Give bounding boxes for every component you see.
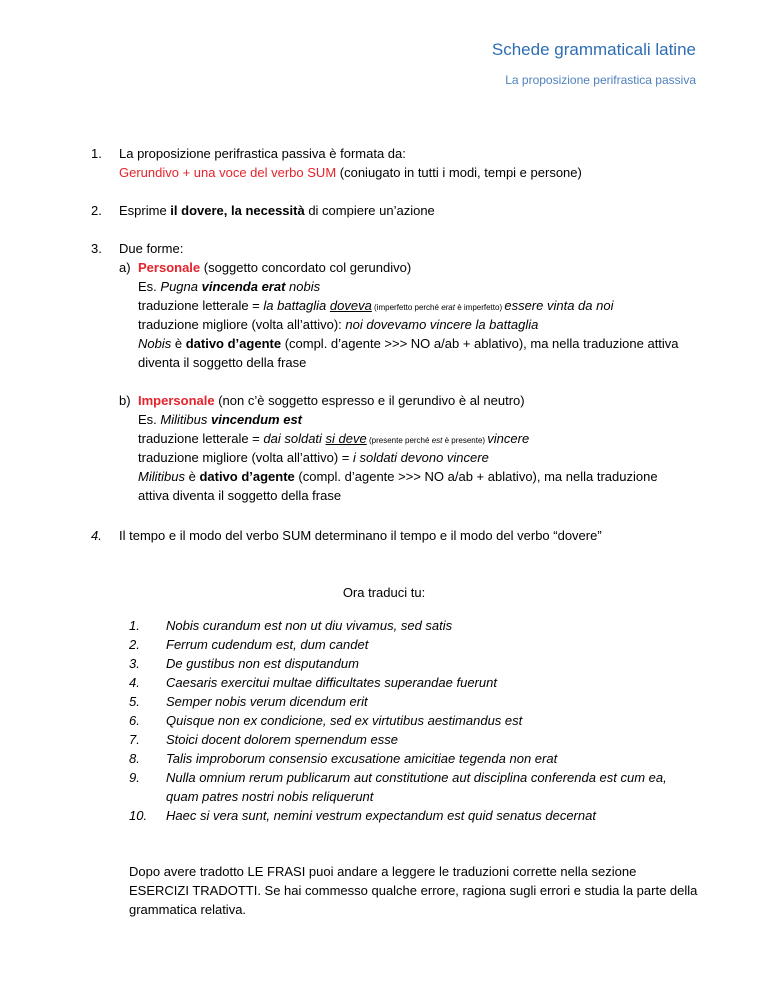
form-a-literal (138, 297, 613, 317)
section-1-line-2 (119, 164, 582, 182)
form-b-example (138, 411, 302, 429)
form-a-lett-i: la battaglia (263, 298, 330, 313)
form-b-literal (138, 430, 529, 450)
form-b-migl-pre: traduzione migliore (volta all’attivo) = (138, 450, 353, 465)
list-item-number: 9. (129, 770, 140, 785)
form-b-lett-i: dai soldati (263, 431, 326, 446)
form-b-lett-small1: (presente perché (366, 436, 432, 445)
form-a-better (138, 316, 538, 334)
list-item: Semper nobis verum dicendum erit (166, 694, 368, 709)
form-a-desc: (soggetto concordato col gerundivo) (200, 260, 412, 275)
form-b-title: Impersonale (138, 393, 215, 408)
list-item: Nulla omnium rerum publicarum aut constitutione aut disciplina conferenda est cum ea, (166, 770, 667, 785)
form-b-dative (138, 468, 658, 486)
list-item: Stoici docent dolorem spernendum esse (166, 732, 398, 747)
form-b-es-i: Militibus (160, 412, 211, 427)
section-3-line-1: Due forme: (119, 241, 184, 256)
form-b-lett-u: si deve (325, 431, 367, 446)
section-1-red-text: Gerundivo + una voce del verbo SUM (119, 165, 337, 180)
form-a-migl-i: noi dovevamo vincere la battaglia (345, 317, 539, 332)
list-item-number: 2. (129, 637, 140, 652)
form-a-es-pre: Es. (138, 279, 161, 294)
section-2-post: di compiere un’azione (304, 203, 435, 218)
form-a-es-bi: vincenda erat (201, 279, 286, 294)
form-a-dative-line-2: diventa il soggetto della frase (138, 355, 307, 370)
form-b-migl-i: i soldati devono vincere (352, 450, 489, 465)
list-item-number: 10. (129, 808, 148, 823)
header-subtitle: La proposizione perifrastica passiva (505, 73, 696, 87)
form-a-lett-small-i: erat (441, 303, 455, 312)
list-item: Haec si vera sunt, nemini vestrum expectandum est quid senatus decernat (166, 808, 596, 823)
form-b-lett-small-i: est (431, 436, 443, 445)
form-a-lett-small1: (imperfetto perché (371, 303, 442, 312)
form-a-label: a) (119, 260, 131, 275)
form-b-lett-i2: vincere (487, 431, 530, 446)
list-item-number: 1. (129, 618, 140, 633)
list-item-number: 4. (129, 675, 140, 690)
list-item: Ferrum cudendum est, dum candet (166, 637, 369, 652)
form-b-dative-line-2: attiva diventa il soggetto della frase (138, 488, 342, 503)
form-b-dat-post: (compl. d’agente >>> NO a/ab + ablativo), ma nella traduzione (294, 469, 658, 484)
section-1-number: 1. (91, 146, 102, 161)
form-a-lett-pre: traduzione letterale = (138, 298, 264, 313)
footer-line-1: Dopo avere tradotto LE FRASI puoi andare a leggere le traduzioni corrette nella sezione (129, 864, 637, 879)
form-a-title: Personale (138, 260, 201, 275)
form-b-dat-mid: è (184, 469, 200, 484)
list-item: De gustibus non est disputandum (166, 656, 359, 671)
form-a-migl-pre: traduzione migliore (volta all’attivo): (138, 317, 346, 332)
form-b-title-line (138, 392, 525, 410)
list-item: Quisque non ex condicione, sed ex virtutibus aestimandus est (166, 713, 523, 728)
form-a-example (138, 278, 320, 296)
form-b-desc: (non c’è soggetto espresso e il gerundivo è al neutro) (214, 393, 525, 408)
list-item-number: 3. (129, 656, 140, 671)
list-item: Talis improborum consensio excusatione amicitiae tegenda non erat (166, 751, 558, 766)
form-a-dat-post: (compl. d’agente >>> NO a/ab + ablativo), ma nella traduzione attiva (281, 336, 679, 351)
footer-line-2: ESERCIZI TRADOTTI. Se hai commesso qualche errore, ragiona sugli errori e studia la parte della (129, 883, 698, 898)
list-item-number: 5. (129, 694, 140, 709)
list-item: Nobis curandum est non ut diu vivamus, sed satis (166, 618, 453, 633)
header-title: Schede grammaticali latine (491, 40, 696, 59)
form-a-title-line (138, 259, 411, 277)
form-b-better (138, 449, 489, 467)
form-b-es-bi: vincendum est (210, 412, 303, 427)
list-item: Caesaris exercitui multae difficultates superandae fuerunt (166, 675, 497, 690)
form-b-es-pre: Es. (138, 412, 161, 427)
footer-line-3: grammatica relativa. (129, 902, 247, 917)
list-item-number: 8. (129, 751, 140, 766)
section-1-rest: (coniugato in tutti i modi, tempi e persone) (336, 165, 582, 180)
form-a-lett-i2: essere vinta da noi (504, 298, 614, 313)
form-a-lett-u: doveva (329, 298, 372, 313)
list-item-continuation: quam patres nostri nobis reliquerunt (166, 789, 374, 804)
form-b-lett-pre: traduzione letterale = (138, 431, 264, 446)
form-a-dat-mid: è (171, 336, 186, 351)
section-2-number: 2. (91, 203, 102, 218)
form-b-lett-small2: è presente) (442, 436, 488, 445)
section-2-pre: Esprime (119, 203, 171, 218)
form-a-dat-b: dativo d’agente (185, 336, 282, 351)
exercise-heading: Ora traduci tu: (342, 585, 426, 600)
form-b-dat-i: Militibus (138, 469, 185, 484)
form-a-lett-small2: è imperfetto) (454, 303, 505, 312)
section-4-number: 4. (91, 528, 102, 543)
form-a-es-i: Pugna (160, 279, 202, 294)
section-4-line: Il tempo e il modo del verbo SUM determinano il tempo e il modo del verbo “dovere” (119, 528, 602, 543)
list-item-number: 7. (129, 732, 140, 747)
form-a-es-i2: nobis (285, 279, 321, 294)
section-2-line (119, 202, 435, 220)
section-3-number: 3. (91, 241, 102, 256)
form-a-dat-i: Nobis (138, 336, 172, 351)
form-a-dative (138, 335, 679, 353)
list-item-number: 6. (129, 713, 140, 728)
section-1-line-1: La proposizione perifrastica passiva è formata da: (119, 146, 406, 161)
section-2-bold: il dovere, la necessità (170, 203, 305, 218)
form-b-label: b) (119, 393, 131, 408)
form-b-dat-b: dativo d’agente (199, 469, 295, 484)
